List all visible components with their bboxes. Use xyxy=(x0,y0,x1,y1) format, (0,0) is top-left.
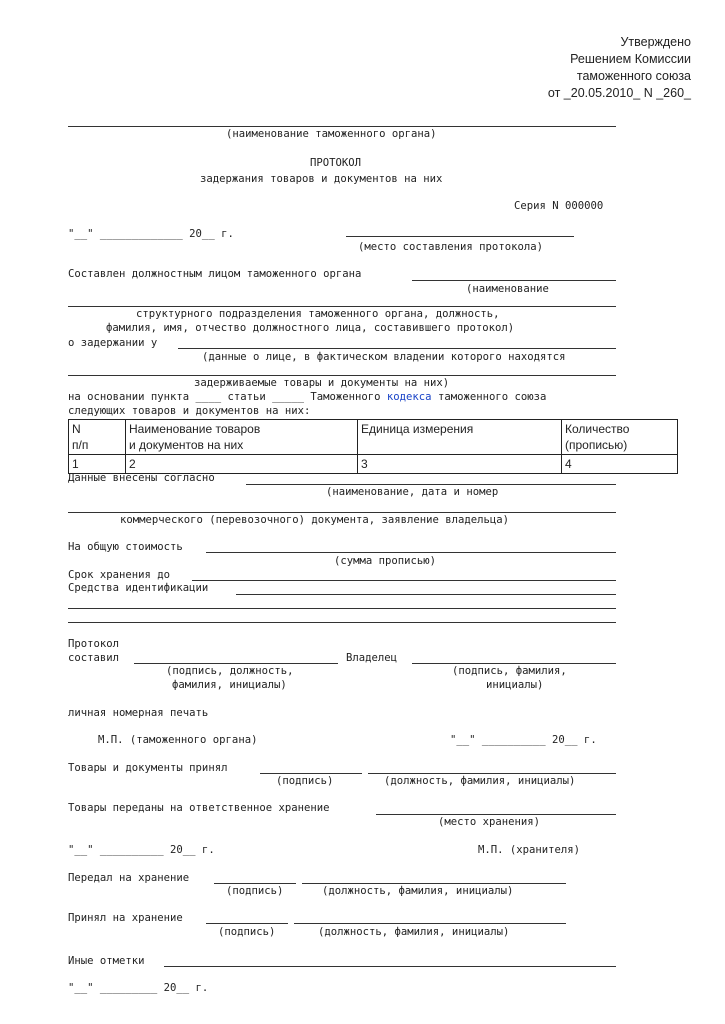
basis-prefix: на основании пункта ____ статьи _____ Таможенного xyxy=(68,391,387,403)
table-cell: 2 xyxy=(126,455,358,474)
compiled-label: Составлен должностным лицом таможенного органа xyxy=(68,268,362,280)
compiled-line[interactable] xyxy=(412,280,616,281)
storage-term-line[interactable] xyxy=(192,580,616,581)
detention-line-2[interactable] xyxy=(68,375,616,376)
detention-line[interactable] xyxy=(178,348,616,349)
received-sign-line[interactable] xyxy=(206,923,288,924)
compiler-hint: (подпись, должность, xyxy=(166,665,294,677)
other-marks-line[interactable] xyxy=(164,966,616,967)
approval-block xyxy=(548,34,691,102)
total-hint: (сумма прописью) xyxy=(334,555,437,567)
table-header: Количество (прописью) xyxy=(562,420,678,455)
approval-line: Решением Комиссии xyxy=(570,52,691,66)
identification-line[interactable] xyxy=(236,594,616,595)
approval-line: от _20.05.2010_ N _260_ xyxy=(547,86,691,100)
data-entered-line[interactable] xyxy=(246,484,616,485)
identification-line-3[interactable] xyxy=(68,622,616,623)
accepted-sign-hint: (подпись) xyxy=(276,775,334,787)
accepted-label: Товары и документы принял xyxy=(68,762,228,774)
series-number: Серия N 000000 xyxy=(514,200,604,212)
data-entered-line-2[interactable] xyxy=(68,512,616,513)
accepted-position-line[interactable] xyxy=(368,773,616,774)
total-line[interactable] xyxy=(206,552,616,553)
transferred-label: Товары переданы на ответственное хранение xyxy=(68,802,330,814)
accepted-position-hint: (должность, фамилия, инициалы) xyxy=(384,775,576,787)
basis-line xyxy=(68,391,546,403)
approval-line: Утверждено xyxy=(620,35,691,49)
handed-over-sign-line[interactable] xyxy=(214,883,296,884)
protocol-date[interactable]: "__" _____________ 20__ г. xyxy=(68,228,234,240)
table-row xyxy=(69,455,678,474)
final-date[interactable]: "__" _________ 20__ г. xyxy=(68,982,209,994)
document-title: ПРОТОКОЛ xyxy=(310,157,362,169)
compiled-hint: фамилия, имя, отчество должностного лица, составившего протокол) xyxy=(106,322,515,334)
storage-term-label: Срок хранения до xyxy=(68,569,171,581)
received-sign-hint: (подпись) xyxy=(218,926,276,938)
document-subtitle: задержания товаров и документов на них xyxy=(200,173,443,185)
goods-table xyxy=(68,419,678,474)
owner-signature-line[interactable] xyxy=(412,663,616,664)
data-entered-label: Данные внесены согласно xyxy=(68,472,215,484)
customs-body-line[interactable] xyxy=(68,126,616,127)
mp-keeper: М.П. (хранителя) xyxy=(478,844,581,856)
place-hint: (место составления протокола) xyxy=(358,241,543,253)
data-entered-hint: коммерческого (перевозочного) документа, заявление владельца) xyxy=(120,514,510,526)
table-cell: 3 xyxy=(358,455,562,474)
table-header: N п/п xyxy=(69,420,126,455)
data-entered-hint: (наименование, дата и номер xyxy=(326,486,499,498)
detention-hint: задерживаемые товары и документы на них) xyxy=(194,377,450,389)
detention-label: о задержании у xyxy=(68,337,158,349)
owner-hint: инициалы) xyxy=(486,679,544,691)
owner-hint: (подпись, фамилия, xyxy=(452,665,567,677)
received-position-line[interactable] xyxy=(294,923,566,924)
basis-suffix: таможенного союза xyxy=(431,391,547,403)
accepted-sign-line[interactable] xyxy=(260,773,362,774)
compiled-hint: структурного подразделения таможенного органа, должность, xyxy=(136,308,500,320)
seal-label: личная номерная печать xyxy=(68,707,209,719)
seal-date[interactable]: "__" __________ 20__ г. xyxy=(450,734,597,746)
detention-hint: (данные о лице, в фактическом владении которого находятся xyxy=(202,351,566,363)
table-header: Наименование товаров и документов на них xyxy=(126,420,358,455)
compiler-signature-line[interactable] xyxy=(134,663,338,664)
handed-over-label: Передал на хранение xyxy=(68,872,190,884)
code-link[interactable]: кодекса xyxy=(386,391,432,403)
compiler-hint: фамилия, инициалы) xyxy=(172,679,287,691)
owner-label: Владелец xyxy=(346,652,398,664)
storage-place-line[interactable] xyxy=(376,814,616,815)
table-cell: 4 xyxy=(562,455,678,474)
other-marks-label: Иные отметки xyxy=(68,955,145,967)
protocol-label: Протокол xyxy=(68,638,120,650)
total-label: На общую стоимость xyxy=(68,541,183,553)
customs-body-hint: (наименование таможенного органа) xyxy=(226,128,437,140)
handed-over-position-hint: (должность, фамилия, инициалы) xyxy=(322,885,514,897)
handed-over-position-line[interactable] xyxy=(302,883,566,884)
identification-label: Средства идентификации xyxy=(68,582,209,594)
mp-customs: М.П. (таможенного органа) xyxy=(98,734,258,746)
handed-over-sign-hint: (подпись) xyxy=(226,885,284,897)
compiled-hint: (наименование xyxy=(466,283,549,295)
table-cell: 1 xyxy=(69,455,126,474)
compiled-by-label: составил xyxy=(68,652,120,664)
compiled-line-2[interactable] xyxy=(68,306,616,307)
received-label: Принял на хранение xyxy=(68,912,183,924)
basis-line-2: следующих товаров и документов на них: xyxy=(68,405,311,417)
received-position-hint: (должность, фамилия, инициалы) xyxy=(318,926,510,938)
table-header: Единица измерения xyxy=(358,420,562,455)
table-header-row xyxy=(69,420,678,455)
approval-line: таможенного союза xyxy=(576,69,691,83)
storage-place-hint: (место хранения) xyxy=(438,816,541,828)
place-line[interactable] xyxy=(346,236,574,237)
transfer-date[interactable]: "__" __________ 20__ г. xyxy=(68,844,215,856)
identification-line-2[interactable] xyxy=(68,608,616,609)
